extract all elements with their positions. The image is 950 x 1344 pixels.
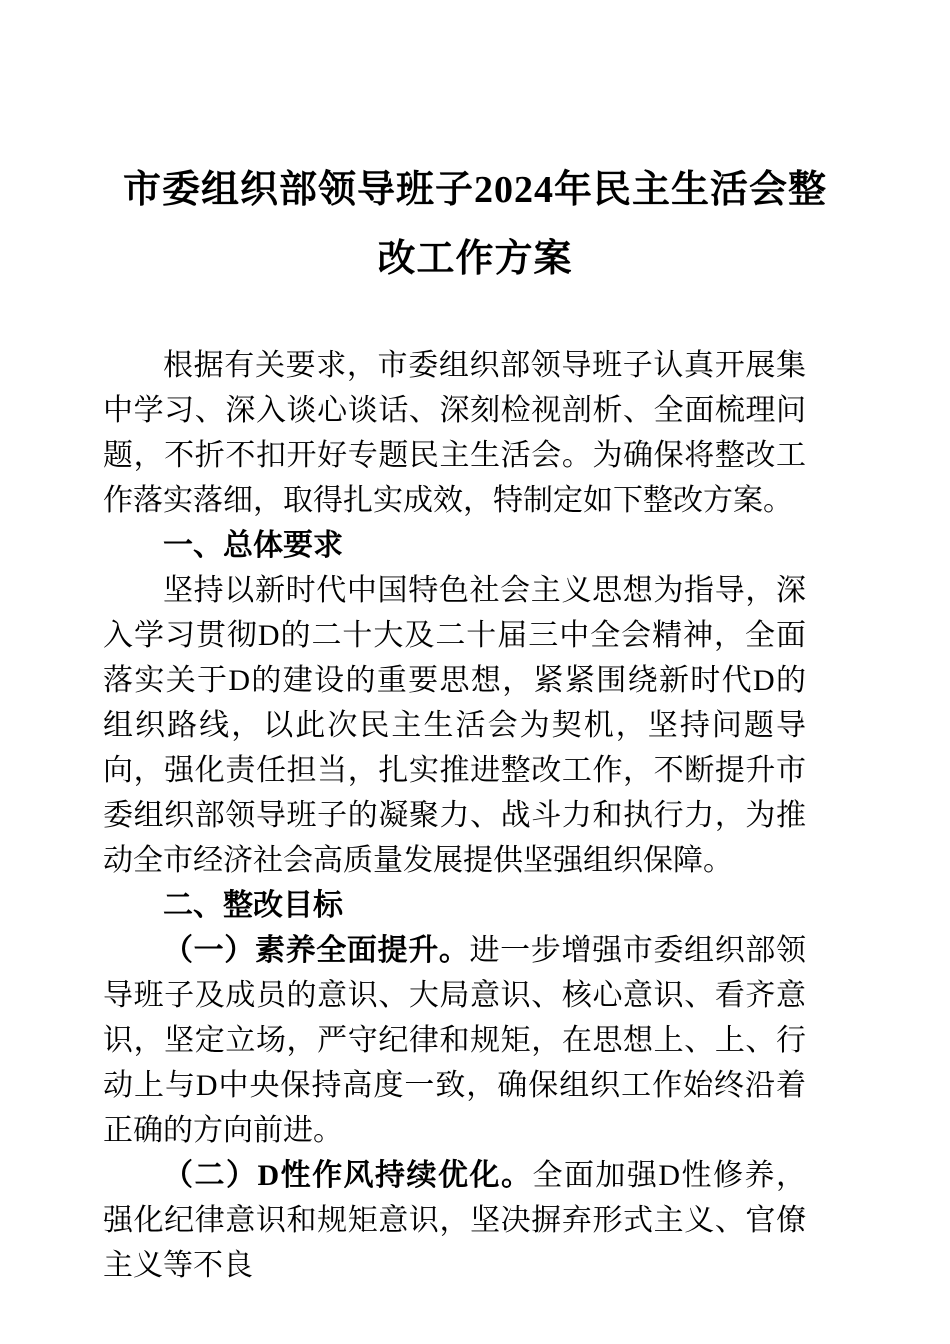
section2-item1-body: 进一步增强市委组织部领导班子及成员的意识、大局意识、核心意识、看齐意识，坚定立场，严守纪律和规矩，在思想上、上、行动上与D中央保持高度一致，确保组织工作始终沿着正确的方向前进。: [103, 934, 806, 1147]
section2-item2-paragraph: [103, 1153, 806, 1288]
section2-item2-body: 全面加强D性修养，强化纪律意识和规矩意识，坚决摒弃形式主义、官僚主义等不良: [103, 1159, 806, 1282]
section1-heading: 一、总体要求: [163, 529, 343, 562]
intro-paragraph: 根据有关要求，市委组织部领导班子认真开展集中学习、深入谈心谈话、深刻检视剖析、全面梳理问题，不折不扣开好专题民主生活会。为确保将整改工作落实落细，取得扎实成效，特制定如下整改方案。: [103, 349, 806, 517]
section2-item1-lead: （一）素养全面提升。: [163, 934, 470, 967]
title-line-2: 改工作方案: [377, 238, 573, 280]
section1-paragraph: 坚持以新时代中国特色社会主义思想为指导，深入学习贯彻D的二十大及二十届三中全会精神，全面落实关于D的建设的重要思想，紧紧围绕新时代D的组织路线，以此次民主生活会为契机，坚持问题导向，强化责任担当，扎实推进整改工作，不断提升市委组织部领导班子的凝聚力、战斗力和执行力，为推动全市经济社会高质量发展提供坚强组织保障。: [103, 574, 806, 877]
section2-item1-paragraph: [103, 928, 806, 1153]
document-body: [103, 343, 806, 1288]
section2-item2-lead: （二）D性作风持续优化。: [163, 1159, 533, 1192]
title-line-1: 市委组织部领导班子2024年民主生活会整: [122, 169, 827, 211]
document-title: [0, 156, 950, 294]
section2-heading: 二、整改目标: [163, 889, 343, 922]
